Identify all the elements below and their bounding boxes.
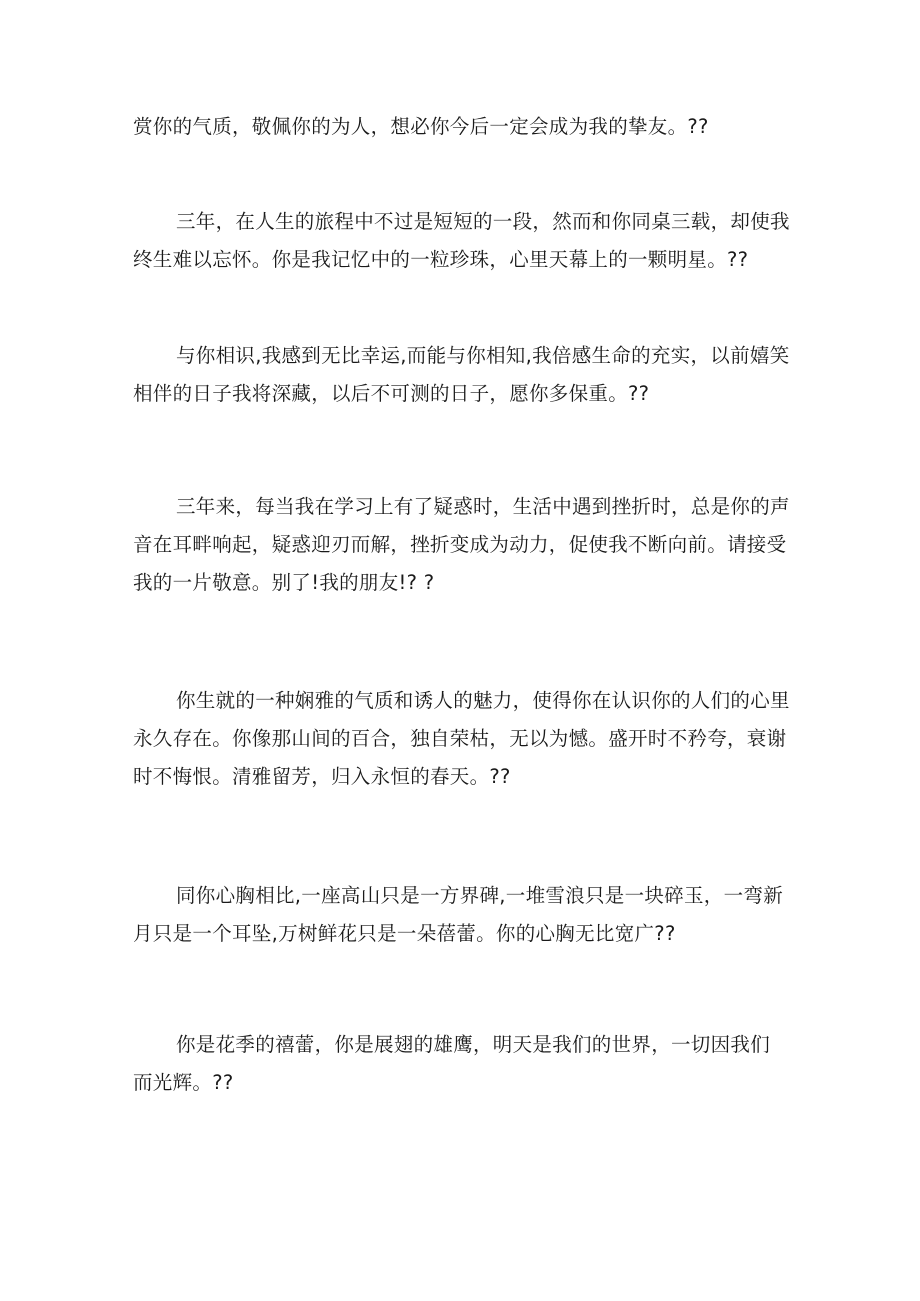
paragraph-line: 相伴的日子我将深藏，以后不可测的日子，愿你多保重。?? <box>133 382 650 405</box>
paragraph-line: 你生就的一种娴雅的气质和诱人的魅力，使得你在认识你的人们的心里 <box>176 689 790 712</box>
paragraph-line: 终生难以忘怀。你是我记忆中的一粒珍珠，心里天幕上的一颗明星。?? <box>133 248 749 271</box>
paragraph-line: 月只是一个耳坠,万树鲜花只是一朵蓓蕾。你的心胸无比宽广?? <box>133 922 676 945</box>
paragraph-6 <box>133 877 798 953</box>
paragraph-line: 三年来，每当我在学习上有了疑惑时，生活中遇到挫折时，总是你的声 <box>176 495 790 518</box>
paragraph-1 <box>133 108 798 146</box>
paragraph-line: 音在耳畔响起，疑惑迎刃而解，挫折变成为动力，促使我不断向前。请接受 <box>133 533 787 556</box>
paragraph-3 <box>133 337 798 413</box>
paragraph-line: 我的一片敬意。别了!我的朋友!? ? <box>133 571 435 594</box>
paragraph-line: 同你心胸相比,一座高山只是一方界碑,一堆雪浪只是一块碎玉，一弯新 <box>176 884 783 907</box>
paragraph-line: 与你相识,我感到无比幸运,而能与你相知,我倍感生命的充实，以前嬉笑 <box>176 344 790 367</box>
paragraph-line: 永久存在。你像那山间的百合，独自荣枯，无以为憾。盛开时不矜夸，衰谢 <box>133 727 787 750</box>
paragraph-2 <box>133 203 798 279</box>
paragraph-5 <box>133 682 798 796</box>
paragraph-line: 你是花季的禧蕾，你是展翅的雄鹰，明天是我们的世界，一切因我们 <box>176 1033 771 1056</box>
paragraph-4 <box>133 488 798 602</box>
paragraph-line: 而光辉。?? <box>133 1071 234 1094</box>
paragraph-7 <box>133 1026 798 1102</box>
paragraph-line: 三年，在人生的旅程中不过是短短的一段，然而和你同桌三载，却使我 <box>176 210 790 233</box>
paragraph-line: 时不悔恨。清雅留芳，归入永恒的春天。?? <box>133 765 511 788</box>
paragraph-line: 赏你的气质，敬佩你的为人，想必你今后一定会成为我的挚友。?? <box>133 115 709 138</box>
